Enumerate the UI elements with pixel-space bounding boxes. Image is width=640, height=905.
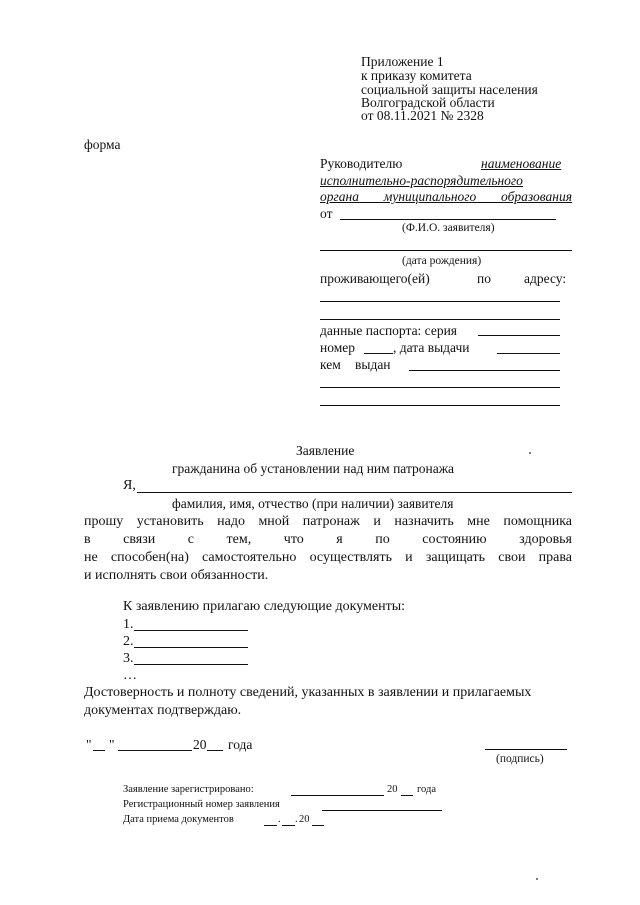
appendix-line-4: Волгоградской области [361,95,495,110]
i-prefix: Я, [123,478,136,493]
appendix-line-2: к приказу комитета [361,68,472,83]
scan-speck [529,452,531,454]
body-line-3: не способен(на) самостоятельно осуществлять и защищать свои права [84,550,572,565]
date-year-field[interactable] [207,750,223,751]
signature-field[interactable] [485,749,567,750]
passport-number-label: номер [320,340,356,355]
issue-date-label: , дата выдачи [393,340,470,355]
document-title: Заявление [296,443,355,458]
acceptance-year-field[interactable] [312,825,324,826]
appendix-line-5: от 08.11.2021 № 2328 [361,108,484,123]
attachment-item-1-field[interactable] [134,630,248,631]
org-name-line-2: исполнительно-распорядительного [320,173,523,188]
document-subtitle: гражданина об установлении над ним патронажа [172,461,455,476]
body-paragraph [84,513,572,585]
attachment-item-3-field[interactable] [134,664,248,665]
address-field-1[interactable] [320,301,560,302]
registered-label: Заявление зарегистрировано: [123,784,254,795]
attachments-intro: К заявлению прилагаю следующие документы: [123,599,406,614]
issued-by-field-2[interactable] [320,387,560,388]
residing-label-3: адресу: [524,271,567,286]
acceptance-dot: . [278,814,281,825]
passport-series-field[interactable] [478,335,560,336]
registered-year-prefix: 20 [387,784,398,795]
attachment-item-2-field[interactable] [134,647,248,648]
dob-field[interactable] [320,250,572,251]
acceptance-year-prefix: 20 [299,814,310,825]
reg-number-field[interactable] [322,810,442,811]
attachments-ellipsis: … [123,668,137,683]
date-quote-close: " [109,737,115,752]
date-year-suffix: года [228,737,253,752]
signature-caption: (подпись) [496,753,544,765]
body-line-4: и исполнять свои обязанности. [84,568,269,583]
org-name-line-1: наименование [481,156,562,171]
from-prefix: от [320,206,333,221]
issue-date-field[interactable] [497,353,560,354]
org-name-line-3 [320,189,572,204]
registered-year-field[interactable] [401,795,413,796]
date-day-field[interactable] [93,750,105,751]
applicant-name-field[interactable] [137,492,572,493]
form-label: форма [84,137,121,152]
registered-year-suffix: года [417,784,436,795]
fio-caption: (Ф.И.О. заявителя) [402,222,495,234]
date-month-field[interactable] [118,750,192,751]
body-line-2: в связи с тем, что я по состоянию здоровья [84,532,572,547]
reg-number-label: Регистрационный номер заявления [123,799,280,810]
confirmation-line-2: документах подтверждаю. [84,703,242,718]
acceptance-day-field[interactable] [264,825,277,826]
fio-field[interactable] [340,219,556,220]
issued-by-field-3[interactable] [320,405,560,406]
attachment-item-1-label: 1. [123,617,134,632]
residing-label-1: проживающего(ей) [320,271,430,286]
addressee-head: Руководителю [320,156,403,171]
appendix-line-3: социальной защиты населения [361,82,538,97]
scan-speck-2 [536,878,538,880]
confirmation-line-1: Достоверность и полноту сведений, указанных в заявлении и прилагаемых [84,685,532,700]
date-year-prefix: 20 [193,737,207,752]
issued-by-label-1: кем [320,357,341,372]
acceptance-month-field[interactable] [282,825,295,826]
registered-date-field[interactable] [291,795,384,796]
dob-caption: (дата рождения) [402,255,482,267]
body-line-1: прошу установить надо мной патронаж и назначить мне помощника [84,514,572,529]
attachment-item-2-label: 2. [123,634,134,649]
appendix-line-1: Приложение 1 [361,54,444,69]
passport-series-label: данные паспорта: серия [320,323,458,338]
applicant-name-caption: фамилия, имя, отчество (при наличии) заявителя [172,496,454,511]
passport-number-field[interactable] [364,353,393,354]
date-quote-open: " [86,737,92,752]
acceptance-date-label: Дата приема документов [123,814,234,825]
address-field-2[interactable] [320,319,560,320]
issued-by-label-2: выдан [355,357,391,372]
issued-by-field[interactable] [409,370,560,371]
residing-label-2: по [477,271,491,286]
acceptance-dot-2: . [295,814,298,825]
org-name-line-3-text: органа муниципального образования [320,189,572,204]
attachment-item-3-label: 3. [123,651,134,666]
